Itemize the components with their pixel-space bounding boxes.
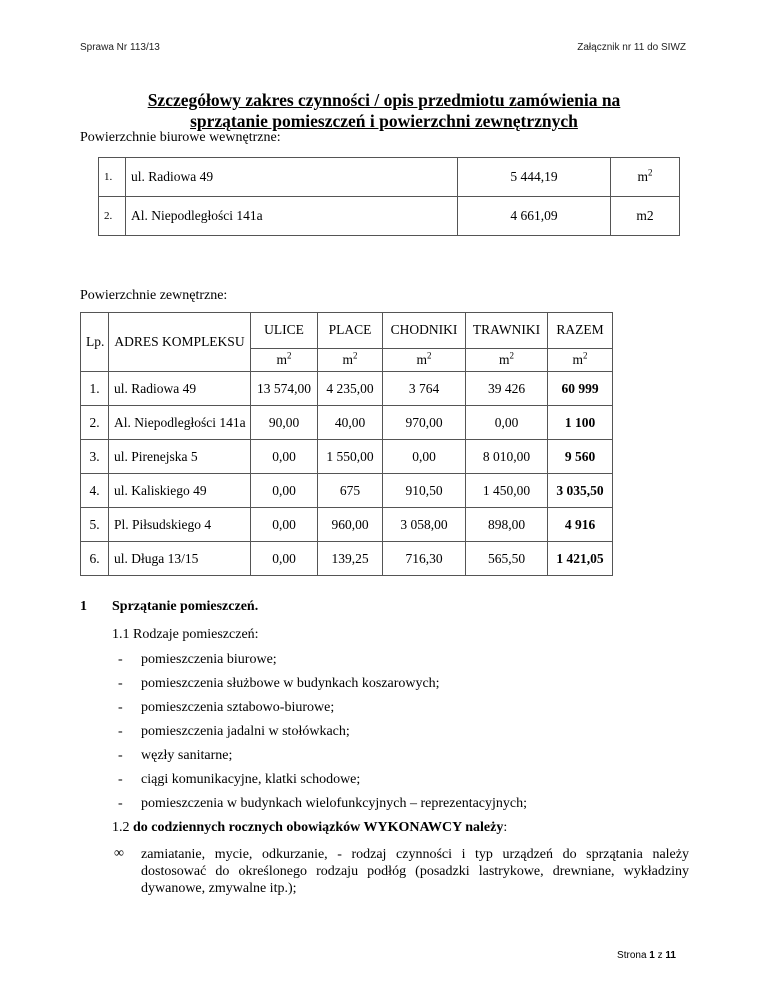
value-cell: 970,00 — [383, 406, 466, 440]
header-razem: RAZEM — [548, 313, 613, 349]
external-table — [80, 312, 613, 576]
value-cell: 40,00 — [318, 406, 383, 440]
list-item: pomieszczenia służbowe w budynkach koszarowych; — [141, 676, 440, 691]
address-cell: ul. Radiowa 49 — [126, 158, 458, 197]
address-cell: ul. Pirenejska 5 — [109, 440, 251, 474]
header-address: ADRES KOMPLEKSU — [109, 313, 251, 372]
title-line-1: Szczegółowy zakres czynności / opis przedmiotu zamówienia na — [147, 90, 621, 110]
external-label: Powierzchnie zewnętrzne: — [80, 288, 228, 303]
title-line-2: sprzątanie pomieszczeń i powierzchni zewnętrznych — [190, 111, 578, 131]
value-cell: 0,00 — [466, 406, 548, 440]
table-row — [81, 474, 613, 508]
value-cell: 3 058,00 — [383, 508, 466, 542]
dash-marker: - — [118, 772, 123, 787]
address-cell: ul. Długa 13/15 — [109, 542, 251, 576]
page-title — [0, 90, 768, 132]
section-number: 1 — [80, 599, 87, 614]
value-cell: 1 450,00 — [466, 474, 548, 508]
page-footer: Strona 1 z 11 — [617, 950, 676, 961]
unit-cell: $m^2$ — [251, 348, 318, 371]
total-cell: 9 560 — [548, 440, 613, 474]
list-item: pomieszczenia jadalni w stołówkach; — [141, 724, 350, 739]
row-number: 1. — [99, 158, 126, 197]
table-row — [99, 197, 680, 236]
address-cell: Pl. Piłsudskiego 4 — [109, 508, 251, 542]
table-row — [81, 440, 613, 474]
internal-label: Powierzchnie biurowe wewnętrzne: — [80, 130, 281, 145]
row-number: 1. — [81, 372, 109, 406]
dash-marker: - — [118, 724, 123, 739]
table-row — [81, 542, 613, 576]
value-cell: 3 764 — [383, 372, 466, 406]
value-cell: 910,50 — [383, 474, 466, 508]
row-number: 4. — [81, 474, 109, 508]
row-number: 2. — [81, 406, 109, 440]
value-cell: 0,00 — [251, 440, 318, 474]
subsection-1-1: 1.1 Rodzaje pomieszczeń: — [112, 627, 259, 642]
area-cell: 4 661,09 — [458, 197, 611, 236]
unit-cell: m2 — [611, 197, 680, 236]
address-cell: Al. Niepodległości 141a — [109, 406, 251, 440]
row-number: 3. — [81, 440, 109, 474]
value-cell: 716,30 — [383, 542, 466, 576]
value-cell: 1 550,00 — [318, 440, 383, 474]
table-row — [81, 406, 613, 440]
dash-marker: - — [118, 748, 123, 763]
total-cell: 1 100 — [548, 406, 613, 440]
subsection-1-2: 1.2 do codziennych rocznych obowiązków WYKONAWCY należy: — [112, 820, 508, 835]
address-cell: Al. Niepodległości 141a — [126, 197, 458, 236]
row-number: 5. — [81, 508, 109, 542]
header-attachment: Załącznik nr 11 do SIWZ — [577, 42, 686, 53]
header-ulice: ULICE — [251, 313, 318, 349]
value-cell: 8 010,00 — [466, 440, 548, 474]
table-row — [81, 508, 613, 542]
unit-cell: $m^2$ — [548, 348, 613, 371]
row-number: 6. — [81, 542, 109, 576]
bullet-text: zamiatanie, mycie, odkurzanie, - rodzaj czynności i typ urządzeń do sprzątania należy dostosować do określonego rodzaju podłóg (posadzki lastrykowe, drewniane, wykładziny dywanowe, zmywalne itp.); — [141, 847, 689, 896]
value-cell: 39 426 — [466, 372, 548, 406]
list-item: węzły sanitarne; — [141, 748, 233, 763]
value-cell: 0,00 — [383, 440, 466, 474]
header-trawniki: TRAWNIKI — [466, 313, 548, 349]
list-item: ciągi komunikacyjne, klatki schodowe; — [141, 772, 361, 787]
value-cell: 0,00 — [251, 474, 318, 508]
row-number: 2. — [99, 197, 126, 236]
list-item: pomieszczenia biurowe; — [141, 652, 277, 667]
section-title: Sprzątanie pomieszczeń. — [112, 599, 259, 614]
unit-cell: $m^2$ — [383, 348, 466, 371]
dash-marker: - — [118, 676, 123, 691]
value-cell: 0,00 — [251, 542, 318, 576]
total-cell: 1 421,05 — [548, 542, 613, 576]
address-cell: ul. Kaliskiego 49 — [109, 474, 251, 508]
dash-marker: - — [118, 796, 123, 811]
table-row — [99, 158, 680, 197]
header-chodniki: CHODNIKI — [383, 313, 466, 349]
value-cell: 0,00 — [251, 508, 318, 542]
value-cell: 565,50 — [466, 542, 548, 576]
header-case-number: Sprawa Nr 113/13 — [80, 42, 160, 53]
value-cell: 675 — [318, 474, 383, 508]
total-cell: 3 035,50 — [548, 474, 613, 508]
unit-cell: $m^2$ — [611, 158, 680, 197]
table-row — [81, 372, 613, 406]
value-cell: 4 235,00 — [318, 372, 383, 406]
bullet-icon: ∞ — [114, 846, 124, 861]
list-item: pomieszczenia w budynkach wielofunkcyjnych – reprezentacyjnych; — [141, 796, 528, 811]
internal-table — [98, 157, 680, 236]
total-cell: 60 999 — [548, 372, 613, 406]
area-cell: 5 444,19 — [458, 158, 611, 197]
unit-cell: $m^2$ — [466, 348, 548, 371]
address-cell: ul. Radiowa 49 — [109, 372, 251, 406]
value-cell: 13 574,00 — [251, 372, 318, 406]
dash-marker: - — [118, 652, 123, 667]
value-cell: 90,00 — [251, 406, 318, 440]
list-item: pomieszczenia sztabowo-biurowe; — [141, 700, 335, 715]
header-lp: Lp. — [81, 313, 109, 372]
value-cell: 898,00 — [466, 508, 548, 542]
header-place: PLACE — [318, 313, 383, 349]
value-cell: 139,25 — [318, 542, 383, 576]
value-cell: 960,00 — [318, 508, 383, 542]
unit-cell: $m^2$ — [318, 348, 383, 371]
dash-marker: - — [118, 700, 123, 715]
total-cell: 4 916 — [548, 508, 613, 542]
